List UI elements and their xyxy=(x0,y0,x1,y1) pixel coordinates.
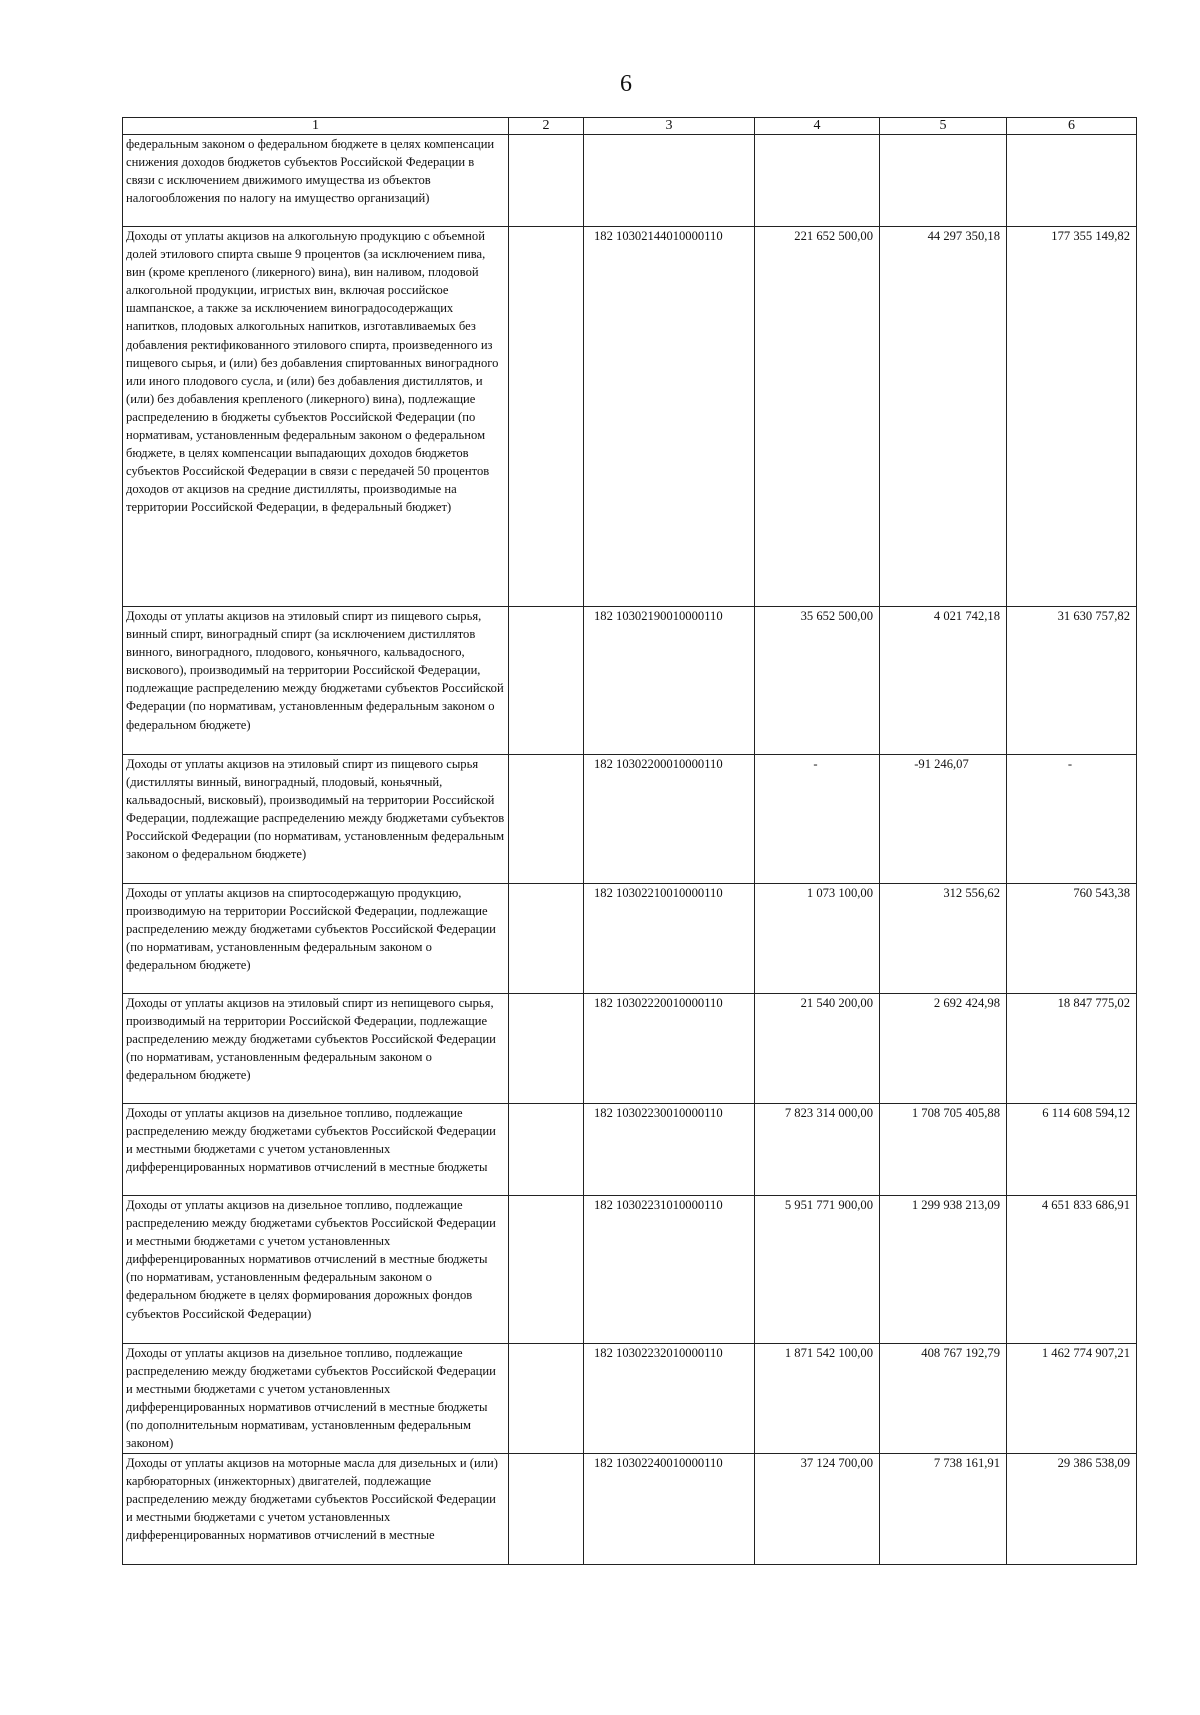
row-plan: 5 951 771 900,00 xyxy=(755,1196,880,1344)
row-name: Доходы от уплаты акцизов на этиловый спирт из пищевого сырья (дистилляты винный, виноградный, плодовый, коньячный, кальвадосный, висковый), производимый на территории Российской Федерации, подлежащие распределению между бюджетами субъектов Российской Федерации (по нормативам, установленным федеральным законом о федеральном бюджете) xyxy=(123,755,509,884)
row-executed: 1 299 938 213,09 xyxy=(880,1196,1007,1344)
row-executed: 408 767 192,79 xyxy=(880,1344,1007,1454)
row-remaining xyxy=(1007,135,1137,227)
row-plan: 1 871 542 100,00 xyxy=(755,1344,880,1454)
row-name: Доходы от уплаты акцизов на спиртосодержащую продукцию, производимую на территории Российской Федерации, подлежащие распределению между бюджетами субъектов Российской Федерации (по нормативам, установленным федеральным законом о федеральном бюджете) xyxy=(123,884,509,994)
row-name: Доходы от уплаты акцизов на дизельное топливо, подлежащие распределению между бюджетами субъектов Российской Федерации и местными бюджетами с учетом установленных дифференцированных нормативов отчислений в местные бюджеты xyxy=(123,1104,509,1196)
table-row xyxy=(123,1104,1137,1196)
row-code: 182 10302190010000110 xyxy=(584,607,755,755)
row-code: 182 10302144010000110 xyxy=(584,227,755,607)
table-row xyxy=(123,1344,1137,1454)
header-col-1: 1 xyxy=(123,118,509,135)
row-name: Доходы от уплаты акцизов на моторные масла для дизельных и (или) карбюраторных (инжекторных) двигателей, подлежащие распределению между бюджетами субъектов Российской Федерации и местными бюджетами с учетом установленных дифференцированных нормативов отчислений в местные xyxy=(123,1454,509,1565)
row-col2 xyxy=(509,607,584,755)
row-remaining: 760 543,38 xyxy=(1007,884,1137,994)
header-col-4: 4 xyxy=(755,118,880,135)
row-plan: 221 652 500,00 xyxy=(755,227,880,607)
row-code: 182 10302240010000110 xyxy=(584,1454,755,1565)
table-row xyxy=(123,994,1137,1104)
row-remaining: 4 651 833 686,91 xyxy=(1007,1196,1137,1344)
row-plan: 21 540 200,00 xyxy=(755,994,880,1104)
row-col2 xyxy=(509,227,584,607)
row-code: 182 10302232010000110 xyxy=(584,1344,755,1454)
row-executed: 1 708 705 405,88 xyxy=(880,1104,1007,1196)
row-name: федеральным законом о федеральном бюджете в целях компенсации снижения доходов бюджетов субъектов Российской Федерации в связи с исключением движимого имущества из объектов налогообложения по налогу на имущество организаций) xyxy=(123,135,509,227)
table-row xyxy=(123,607,1137,755)
row-remaining: - xyxy=(1007,755,1137,884)
header-col-6: 6 xyxy=(1007,118,1137,135)
budget-table xyxy=(122,117,1137,1565)
header-col-5: 5 xyxy=(880,118,1007,135)
row-col2 xyxy=(509,1196,584,1344)
header-row xyxy=(123,118,1137,135)
row-col2 xyxy=(509,1344,584,1454)
row-plan: - xyxy=(755,755,880,884)
row-code: 182 10302230010000110 xyxy=(584,1104,755,1196)
row-plan: 37 124 700,00 xyxy=(755,1454,880,1565)
row-plan xyxy=(755,135,880,227)
table-row xyxy=(123,1196,1137,1344)
row-remaining: 29 386 538,09 xyxy=(1007,1454,1137,1565)
row-name: Доходы от уплаты акцизов на этиловый спирт из непищевого сырья, производимый на территории Российской Федерации, подлежащие распределению между бюджетами субъектов Российской Федерации (по нормативам, установленным федеральным законом о федеральном бюджете) xyxy=(123,994,509,1104)
row-executed: 4 021 742,18 xyxy=(880,607,1007,755)
row-name: Доходы от уплаты акцизов на дизельное топливо, подлежащие распределению между бюджетами субъектов Российской Федерации и местными бюджетами с учетом установленных дифференцированных нормативов отчислений в местные бюджеты (по дополнительным нормативам, установленным федеральным законом) xyxy=(123,1344,509,1454)
row-col2 xyxy=(509,884,584,994)
row-executed: 44 297 350,18 xyxy=(880,227,1007,607)
row-code: 182 10302200010000110 xyxy=(584,755,755,884)
row-col2 xyxy=(509,1104,584,1196)
row-remaining: 6 114 608 594,12 xyxy=(1007,1104,1137,1196)
row-executed xyxy=(880,135,1007,227)
row-code: 182 10302231010000110 xyxy=(584,1196,755,1344)
row-remaining: 1 462 774 907,21 xyxy=(1007,1344,1137,1454)
row-remaining: 31 630 757,82 xyxy=(1007,607,1137,755)
row-name: Доходы от уплаты акцизов на этиловый спирт из пищевого сырья, винный спирт, виноградный спирт (за исключением дистиллятов винного, виноградного, плодового, коньячного, кальвадосного, вискового), производимый на территории Российской Федерации, подлежащие распределению между бюджетами субъектов Российской Федерации (по нормативам, установленным федеральным законом о федеральном бюджете) xyxy=(123,607,509,755)
row-code: 182 10302220010000110 xyxy=(584,994,755,1104)
row-remaining: 177 355 149,82 xyxy=(1007,227,1137,607)
header-col-2: 2 xyxy=(509,118,584,135)
row-col2 xyxy=(509,1454,584,1565)
row-executed: 2 692 424,98 xyxy=(880,994,1007,1104)
row-executed: -91 246,07 xyxy=(880,755,1007,884)
row-name: Доходы от уплаты акцизов на дизельное топливо, подлежащие распределению между бюджетами субъектов Российской Федерации и местными бюджетами с учетом установленных дифференцированных нормативов отчислений в местные бюджеты (по нормативам, установленным федеральным законом о федеральном бюджете в целях формирования дорожных фондов субъектов Российской Федерации) xyxy=(123,1196,509,1344)
page-number: 6 xyxy=(620,71,632,97)
row-col2 xyxy=(509,755,584,884)
row-plan: 35 652 500,00 xyxy=(755,607,880,755)
row-code xyxy=(584,135,755,227)
row-executed: 7 738 161,91 xyxy=(880,1454,1007,1565)
row-col2 xyxy=(509,994,584,1104)
table-row xyxy=(123,1454,1137,1565)
row-code: 182 10302210010000110 xyxy=(584,884,755,994)
row-col2 xyxy=(509,135,584,227)
table-row xyxy=(123,227,1137,607)
row-executed: 312 556,62 xyxy=(880,884,1007,994)
row-plan: 7 823 314 000,00 xyxy=(755,1104,880,1196)
row-plan: 1 073 100,00 xyxy=(755,884,880,994)
table-row xyxy=(123,884,1137,994)
row-name: Доходы от уплаты акцизов на алкогольную продукцию с объемной долей этилового спирта свыше 9 процентов (за исключением пива, вин (кроме крепленого (ликерного) вина), вин наливом, плодовой алкогольной продукции, игристых вин, включая российское шампанское, а также за исключением виноградосодержащих напитков, плодовых алкогольных напитков, изготавливаемых без добавления ректификованного этилового спирта, произведенного из пищевого сырья, и (или) без добавления спиртованных виноградного или иного плодового сусла, и (или) без добавления дистиллятов, и (или) без добавления крепленого (ликерного) вина), подлежащие распределению в бюджеты субъектов Российской Федерации (по нормативам, установленным федеральным законом о федеральном бюджете, в целях компенсации выпадающих доходов бюджетов субъектов Российской Федерации в связи с передачей 50 процентов доходов от акцизов на средние дистилляты, производимые на территории Российской Федерации, в федеральный бюджет) xyxy=(123,227,509,607)
table-row xyxy=(123,755,1137,884)
table-row xyxy=(123,135,1137,227)
header-col-3: 3 xyxy=(584,118,755,135)
row-remaining: 18 847 775,02 xyxy=(1007,994,1137,1104)
